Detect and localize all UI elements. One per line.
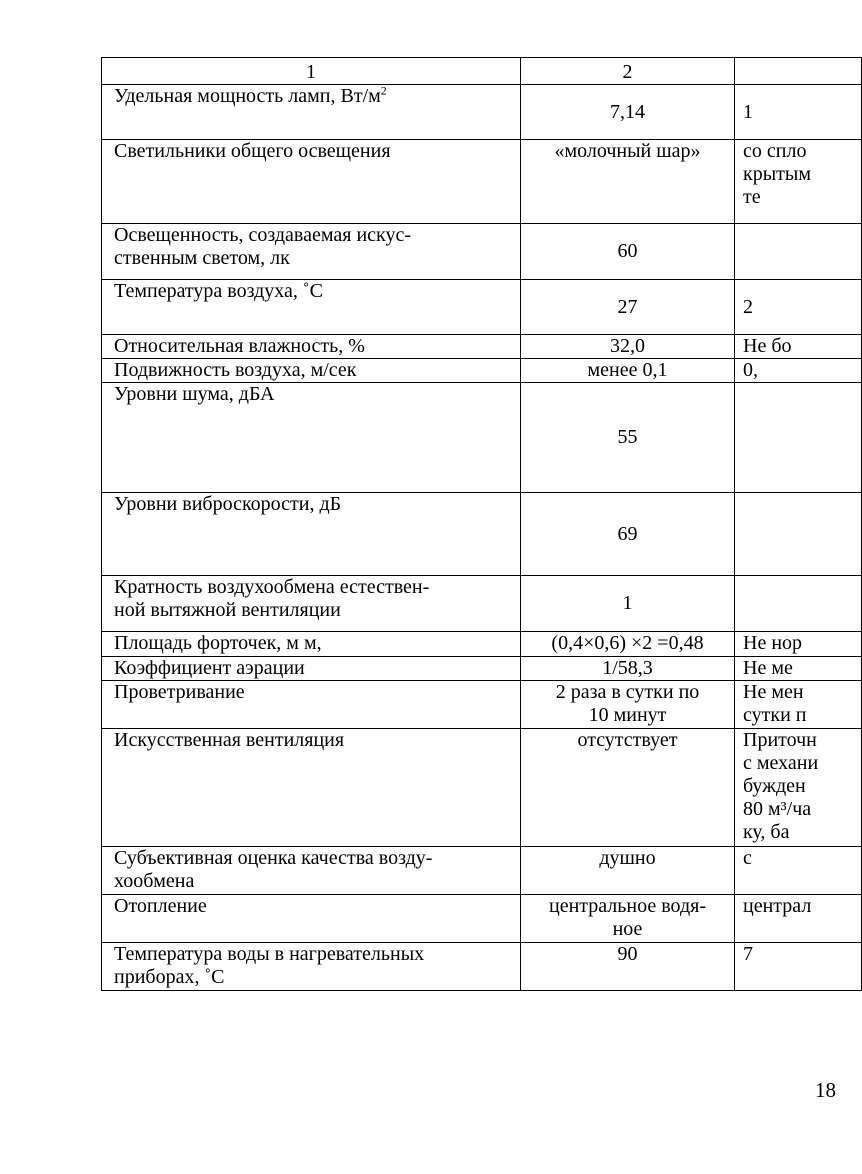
data-table: [101, 57, 862, 991]
norm-cell: 2: [735, 280, 862, 335]
value-cell: 69: [521, 493, 735, 576]
unit-superscript: 2: [380, 83, 387, 98]
norm-cell: 0,: [735, 359, 862, 383]
value-cell: (0,4×0,6) ×2 =0,48: [521, 632, 735, 657]
norm-cell: [735, 383, 862, 493]
value-cell: «молочный шар»: [521, 140, 735, 224]
value-cell: центральное водя- ное: [521, 895, 735, 943]
norm-cell: 7: [735, 943, 862, 991]
table-row: [102, 140, 862, 224]
param-cell: Субъективная оценка качества возду- хообмена: [102, 847, 521, 895]
table-row: [102, 895, 862, 943]
table-row: [102, 847, 862, 895]
param-cell: Кратность воздухообмена естествен- ной вытяжной вентиляции: [102, 576, 521, 632]
value-cell: 27: [521, 280, 735, 335]
value-cell: отсутствует: [521, 729, 735, 847]
param-cell: Уровни шума, дБА: [102, 383, 521, 493]
norm-cell: [735, 493, 862, 576]
norm-cell: Приточн с механи бужден 80 м³/ча ку, ба: [735, 729, 862, 847]
param-cell: Искусственная вентиляция: [102, 729, 521, 847]
param-cell: Коэффициент аэрации: [102, 657, 521, 681]
norm-cell: [735, 224, 862, 280]
value-cell: душно: [521, 847, 735, 895]
norm-cell: со спло крытым те: [735, 140, 862, 224]
param-cell: [102, 85, 521, 140]
param-cell: Относительная влажность, %: [102, 335, 521, 359]
param-cell: Площадь форточек, м м,: [102, 632, 521, 657]
norm-cell: централ: [735, 895, 862, 943]
param-cell: Светильники общего освещения: [102, 140, 521, 224]
table-row: [102, 493, 862, 576]
norm-cell: Не ме: [735, 657, 862, 681]
table-row: [102, 576, 862, 632]
value-cell: 2 раза в сутки по 10 минут: [521, 681, 735, 729]
value-cell: 7,14: [521, 85, 735, 140]
header-cell-1: 1: [102, 58, 521, 85]
norm-cell: Не нор: [735, 632, 862, 657]
page-number: 18: [815, 1078, 836, 1102]
table-row: [102, 85, 862, 140]
table-row: [102, 681, 862, 729]
norm-cell: [735, 576, 862, 632]
param-cell: Температура воздуха, ˚С: [102, 280, 521, 335]
table-row: [102, 943, 862, 991]
table-row: [102, 224, 862, 280]
param-cell: Проветривание: [102, 681, 521, 729]
param-cell: Отопление: [102, 895, 521, 943]
value-cell: 1: [521, 576, 735, 632]
param-cell: Уровни виброскорости, дБ: [102, 493, 521, 576]
value-cell: 60: [521, 224, 735, 280]
norm-cell: с: [735, 847, 862, 895]
table-row: [102, 359, 862, 383]
value-cell: 32,0: [521, 335, 735, 359]
table-row: [102, 335, 862, 359]
norm-cell: Не мен сутки п: [735, 681, 862, 729]
norm-cell: 1: [735, 85, 862, 140]
table-row: [102, 280, 862, 335]
norm-cell: Не бо: [735, 335, 862, 359]
header-cell-2: 2: [521, 58, 735, 85]
table-row: [102, 729, 862, 847]
value-cell: 1/58,3: [521, 657, 735, 681]
table-header-row: [102, 58, 862, 85]
value-cell: менее 0,1: [521, 359, 735, 383]
header-cell-3: [735, 58, 862, 85]
table-row: [102, 383, 862, 493]
table-row: [102, 657, 862, 681]
value-cell: 90: [521, 943, 735, 991]
param-cell: Подвижность воздуха, м/сек: [102, 359, 521, 383]
param-text: Удельная мощность ламп, Вт/м: [114, 85, 381, 107]
value-cell: 55: [521, 383, 735, 493]
table-row: [102, 632, 862, 657]
param-cell: Освещенность, создаваемая искус- ственным светом, лк: [102, 224, 521, 280]
param-cell: Температура воды в нагревательных приборах, ˚С: [102, 943, 521, 991]
